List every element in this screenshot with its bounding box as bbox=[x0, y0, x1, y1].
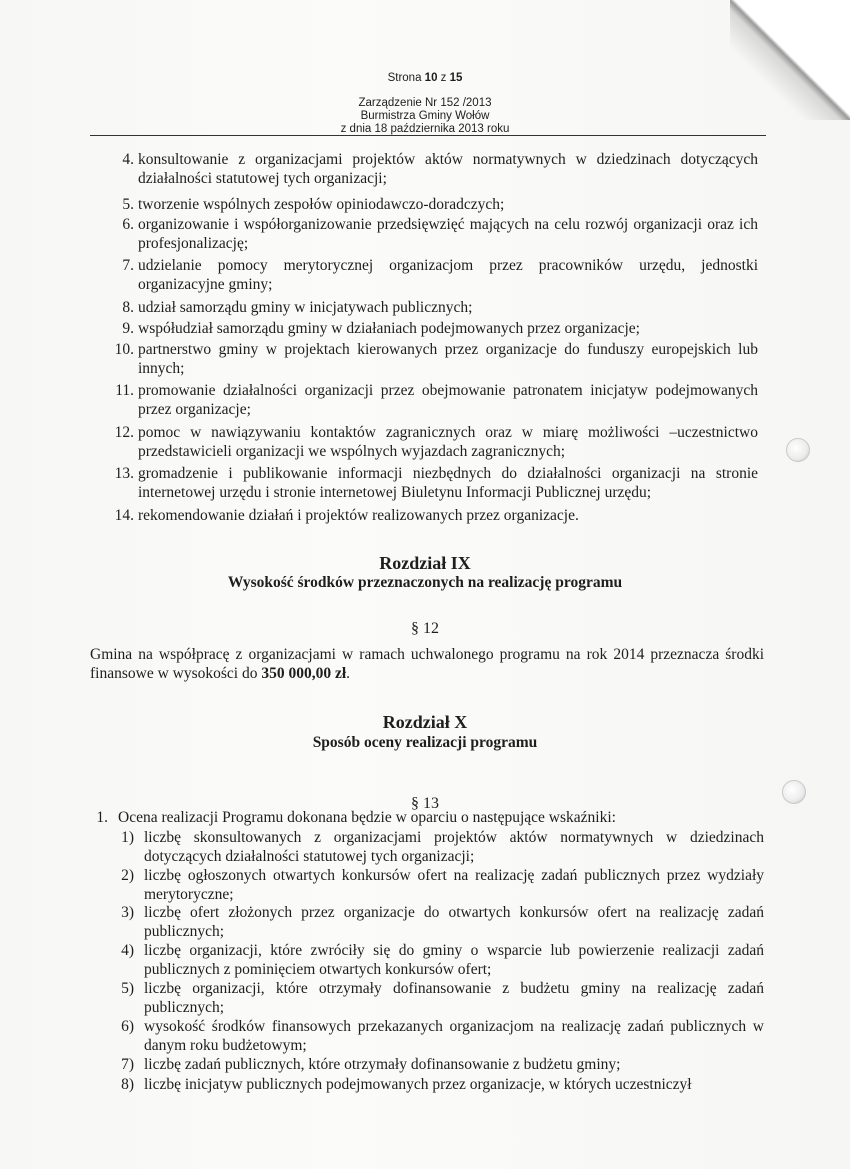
list-item-text: tworzenie wspólnych zespołów opiniodawczo-doradczych; bbox=[138, 196, 505, 213]
list-item-text: rekomendowanie działań i projektów realizowanych przez organizacje. bbox=[138, 507, 579, 524]
indicator-number: 5) bbox=[121, 980, 134, 997]
budget-amount: 350 000,00 zł bbox=[261, 665, 347, 682]
list-item-text: gromadzenie i publikowanie informacji niezbędnych do działalności organizacji na stronie internetowej urzędu i stronie internetowej Biuletynu Informacji Publicznej urzędu; bbox=[138, 465, 758, 501]
indicator-text: liczbę skonsultowanych z organizacjami projektów aktów normatywnych w dziedzinach dotyczących działalności statutowej tych organizacji; bbox=[144, 829, 764, 865]
list-item-number: 12. bbox=[114, 424, 134, 441]
indicator-text: liczbę ogłoszonych otwartych konkursów ofert na realizację zadań publicznych przez wydziały merytoryczne; bbox=[144, 867, 764, 903]
indicator-number: 2) bbox=[121, 867, 134, 884]
list-item-text: udzielanie pomocy merytorycznej organizacjom przez pracowników urzędu, jednostki organizacyjne gminy; bbox=[138, 257, 758, 293]
header-rule bbox=[90, 135, 766, 136]
page-current: 10 bbox=[424, 72, 438, 84]
list-item-text: organizowanie i współorganizowanie przedsięwzięć mających na celu rozwój organizacji oraz ich profesjonalizację; bbox=[138, 216, 758, 252]
indicator-number: 4) bbox=[121, 942, 134, 959]
list-item-text: pomoc w nawiązywaniu kontaktów zagranicznych oraz w miarę możliwości –uczestnictwo przedstawicieli organizacji we wspólnych wyjazdach zagranicznych; bbox=[138, 424, 758, 460]
indicator-text: liczbę ofert złożonych przez organizacje do otwartych konkursów ofert na realizację zadań publicznych; bbox=[144, 904, 764, 940]
punch-hole-top bbox=[786, 438, 810, 462]
budget-paragraph bbox=[90, 645, 764, 683]
page-label: Strona bbox=[387, 72, 425, 84]
page-separator: z bbox=[437, 72, 450, 84]
list-item-number: 13. bbox=[114, 465, 134, 482]
indicator-text: liczbę zadań publicznych, które otrzymały dofinansowanie z budżetu gminy; bbox=[144, 1056, 621, 1073]
intro-text: Ocena realizacji Programu dokonana będzie w oparciu o następujące wskaźniki: bbox=[118, 809, 616, 826]
indicator-text: liczbę organizacji, które zwróciły się do gminy o wsparcie lub powierzenie realizacji zadań publicznych z pominięciem otwartych konkursów ofert; bbox=[144, 942, 764, 978]
list-item-text: konsultowanie z organizacjami projektów aktów normatywnych w dziedzinach dotyczących działalności statutowej tych organizacji; bbox=[138, 151, 758, 187]
list-item-number: 14. bbox=[114, 507, 134, 524]
chapter-10-title: Rozdział X bbox=[382, 712, 468, 732]
paragraph-13-sign: § 13 bbox=[411, 795, 439, 812]
list-item-number: 10. bbox=[114, 341, 134, 358]
indicator-number: 6) bbox=[121, 1018, 134, 1035]
chapter-9-title: Rozdział IX bbox=[379, 553, 471, 573]
list-item-text: promowanie działalności organizacji przez obejmowanie patronatem inicjatyw podejmowanych przez organizacje; bbox=[138, 382, 758, 418]
header-line-2: Burmistrza Gminy Wołów bbox=[360, 110, 490, 122]
list-item-number: 5. bbox=[122, 196, 134, 213]
budget-text: Gmina na współpracę z organizacjami w ramach uchwalonego programu na rok 2014 przeznacza środki finansowe w wysokości do bbox=[90, 646, 764, 682]
list-item-number: 9. bbox=[122, 320, 134, 337]
budget-text-end: . bbox=[346, 665, 351, 682]
page-total: 15 bbox=[449, 72, 463, 84]
indicator-number: 1) bbox=[121, 829, 134, 846]
list-item-text: udział samorządu gminy w inicjatywach publicznych; bbox=[138, 299, 473, 316]
list-item-number: 7. bbox=[122, 257, 134, 274]
list-item-text: partnerstwo gminy w projektach kierowanych przez organizacje do funduszy europejskich lub innych; bbox=[138, 341, 758, 377]
list-item-number: 8. bbox=[122, 299, 134, 316]
indicator-text: liczbę inicjatyw publicznych podejmowanych przez organizacje, w których uczestniczył bbox=[144, 1076, 692, 1093]
indicator-number: 8) bbox=[121, 1076, 134, 1093]
list-item-text: współudział samorządu gminy w działaniach podejmowanych przez organizacje; bbox=[138, 320, 640, 337]
page-number bbox=[0, 72, 850, 85]
indicator-text: liczbę organizacji, które otrzymały dofinansowanie z budżetu gminy na realizację zadań publicznych; bbox=[144, 980, 764, 1016]
header-line-1: Zarządzenie Nr 152 /2013 bbox=[358, 97, 492, 109]
indicator-number: 3) bbox=[121, 904, 134, 921]
chapter-10-subtitle: Sposób oceny realizacji programu bbox=[312, 734, 538, 751]
indicator-number: 7) bbox=[121, 1056, 134, 1073]
list-item-number: 4. bbox=[122, 151, 134, 168]
indicator-text: wysokość środków finansowych przekazanych organizacjom na realizację zadań publicznych w danym roku budżetowym; bbox=[144, 1018, 764, 1054]
header-line-3: z dnia 18 października 2013 roku bbox=[340, 123, 510, 135]
paragraph-12-sign: § 12 bbox=[411, 620, 439, 637]
list-item-number: 6. bbox=[122, 216, 134, 233]
chapter-9-subtitle: Wysokość środków przeznaczonych na realizację programu bbox=[227, 574, 623, 591]
intro-number: 1. bbox=[96, 809, 108, 826]
list-item-number: 11. bbox=[115, 382, 134, 399]
